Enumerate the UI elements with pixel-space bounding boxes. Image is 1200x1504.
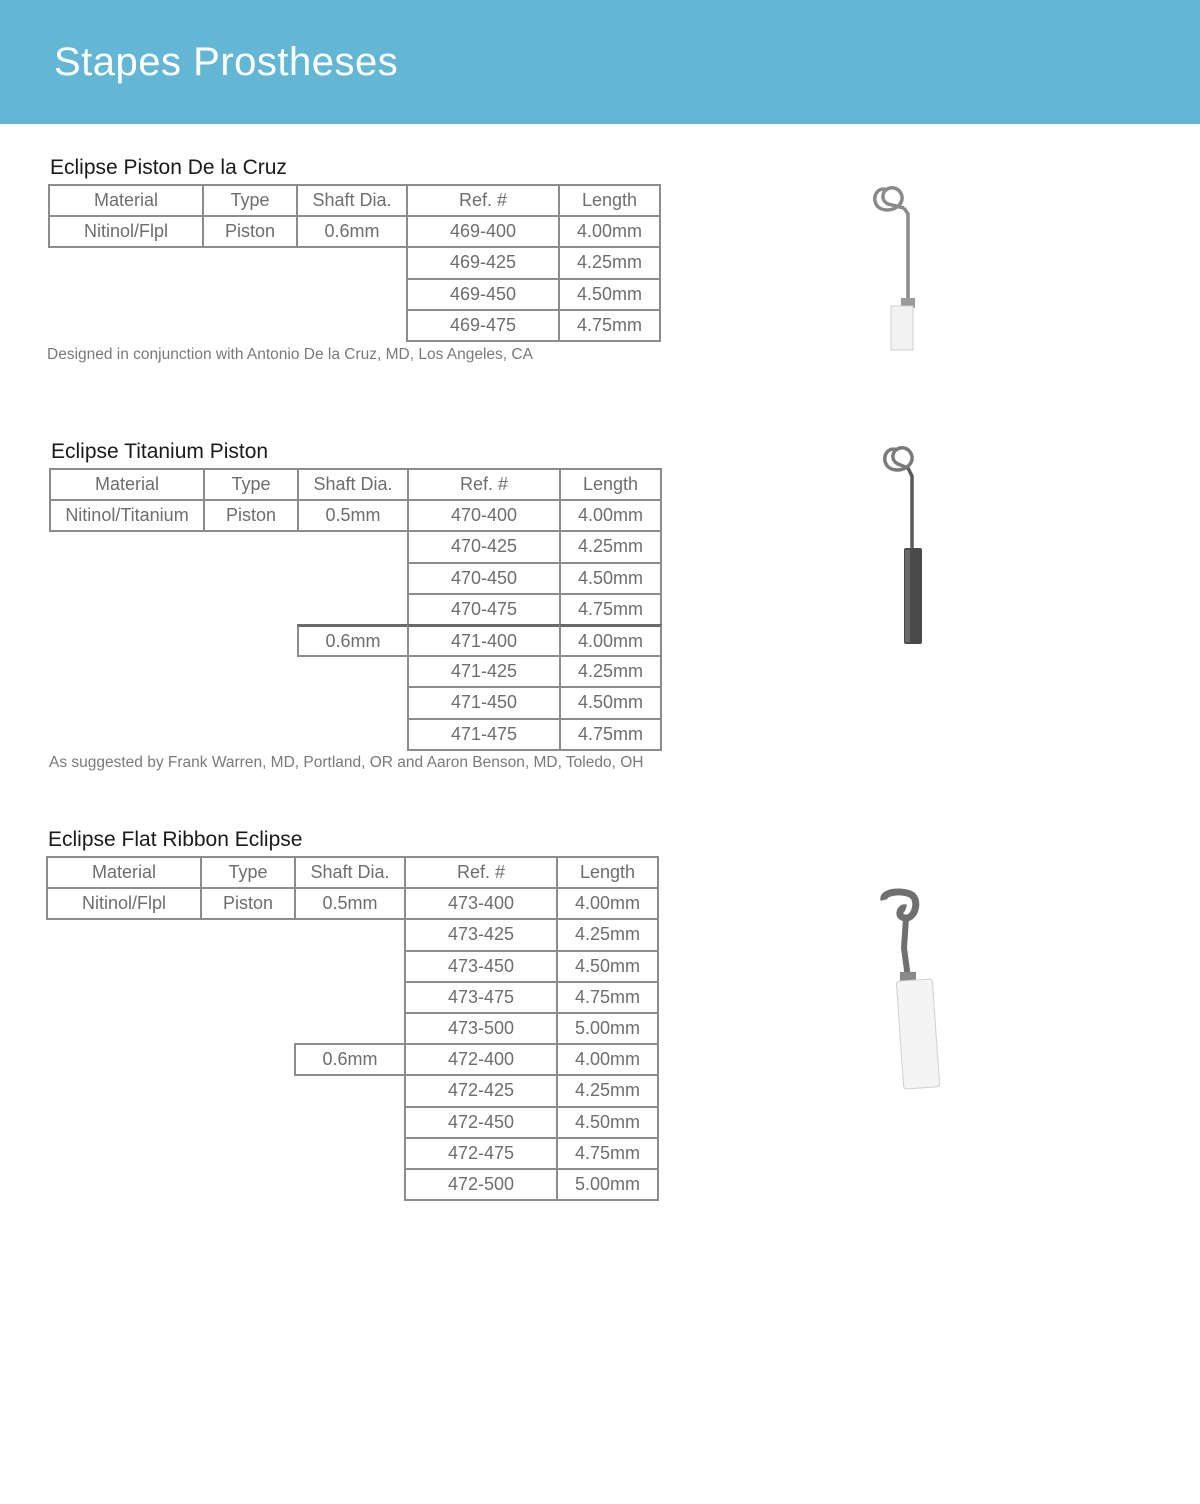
shaft-dia-cell: 0.6mm	[297, 624, 409, 657]
length-cell: 4.50mm	[558, 278, 661, 311]
section-note: Designed in conjunction with Antonio De la Cruz, MD, Los Angeles, CA	[47, 346, 533, 363]
ref-cell: 473-500	[404, 1012, 558, 1045]
length-cell: 4.75mm	[559, 593, 662, 626]
column-header: Ref. #	[407, 468, 561, 501]
length-cell: 4.00mm	[556, 1043, 659, 1076]
length-cell: 4.75mm	[558, 309, 661, 342]
column-header: Length	[558, 184, 661, 217]
length-cell: 5.00mm	[556, 1168, 659, 1201]
ref-cell: 469-450	[406, 278, 560, 311]
column-header: Length	[559, 468, 662, 501]
column-header: Type	[200, 856, 296, 889]
ref-cell: 473-400	[404, 887, 558, 920]
ref-cell: 471-450	[407, 686, 561, 719]
length-cell: 4.25mm	[556, 1074, 659, 1107]
shaft-dia-cell: 0.5mm	[294, 887, 406, 920]
length-cell: 4.50mm	[556, 1106, 659, 1139]
length-cell: 4.25mm	[558, 246, 661, 279]
stapes-piston-white-icon	[860, 180, 940, 360]
column-header: Material	[46, 856, 202, 889]
ref-cell: 469-475	[406, 309, 560, 342]
ref-cell: 470-450	[407, 562, 561, 595]
length-cell: 4.00mm	[559, 499, 662, 532]
page-title: Stapes Prostheses	[54, 40, 399, 84]
ref-cell: 472-450	[404, 1106, 558, 1139]
ref-cell: 472-500	[404, 1168, 558, 1201]
shaft-dia-cell: 0.6mm	[296, 215, 408, 248]
page-header	[0, 0, 1200, 124]
column-header: Type	[202, 184, 298, 217]
ref-cell: 472-475	[404, 1137, 558, 1170]
stapes-piston-dark-icon	[870, 440, 940, 650]
length-cell: 4.25mm	[559, 530, 662, 563]
column-header: Length	[556, 856, 659, 889]
length-cell: 4.75mm	[559, 718, 662, 751]
ref-cell: 471-475	[407, 718, 561, 751]
material-cell: Nitinol/Flpl	[46, 887, 202, 920]
type-cell: Piston	[202, 215, 298, 248]
ref-cell: 470-400	[407, 499, 561, 532]
column-header: Shaft Dia.	[297, 468, 409, 501]
type-cell: Piston	[203, 499, 299, 532]
material-cell: Nitinol/Titanium	[49, 499, 205, 532]
flat-ribbon-piston-icon	[870, 888, 960, 1098]
section-title: Eclipse Piston De la Cruz	[50, 156, 287, 179]
column-header: Material	[49, 468, 205, 501]
column-header: Ref. #	[406, 184, 560, 217]
column-header: Shaft Dia.	[294, 856, 406, 889]
length-cell: 4.25mm	[559, 655, 662, 688]
section-title: Eclipse Titanium Piston	[51, 440, 269, 463]
column-header: Ref. #	[404, 856, 558, 889]
ref-cell: 472-400	[404, 1043, 558, 1076]
column-header: Type	[203, 468, 299, 501]
ref-cell: 470-425	[407, 530, 561, 563]
length-cell: 4.00mm	[559, 624, 662, 657]
ref-cell: 472-425	[404, 1074, 558, 1107]
ref-cell: 469-425	[406, 246, 560, 279]
material-cell: Nitinol/Flpl	[48, 215, 204, 248]
column-header: Material	[48, 184, 204, 217]
ref-cell: 473-425	[404, 918, 558, 951]
length-cell: 4.75mm	[556, 1137, 659, 1170]
section-note: As suggested by Frank Warren, MD, Portland, OR and Aaron Benson, MD, Toledo, OH	[49, 754, 644, 771]
ref-cell: 469-400	[406, 215, 560, 248]
section-title: Eclipse Flat Ribbon Eclipse	[48, 828, 303, 851]
ref-cell: 473-475	[404, 981, 558, 1014]
column-header: Shaft Dia.	[296, 184, 408, 217]
length-cell: 5.00mm	[556, 1012, 659, 1045]
length-cell: 4.50mm	[559, 562, 662, 595]
type-cell: Piston	[200, 887, 296, 920]
shaft-dia-cell: 0.5mm	[297, 499, 409, 532]
ref-cell: 471-425	[407, 655, 561, 688]
length-cell: 4.00mm	[558, 215, 661, 248]
length-cell: 4.50mm	[559, 686, 662, 719]
ref-cell: 473-450	[404, 950, 558, 983]
length-cell: 4.00mm	[556, 887, 659, 920]
length-cell: 4.50mm	[556, 950, 659, 983]
ref-cell: 471-400	[407, 624, 561, 657]
ref-cell: 470-475	[407, 593, 561, 626]
length-cell: 4.75mm	[556, 981, 659, 1014]
length-cell: 4.25mm	[556, 918, 659, 951]
shaft-dia-cell: 0.6mm	[294, 1043, 406, 1076]
